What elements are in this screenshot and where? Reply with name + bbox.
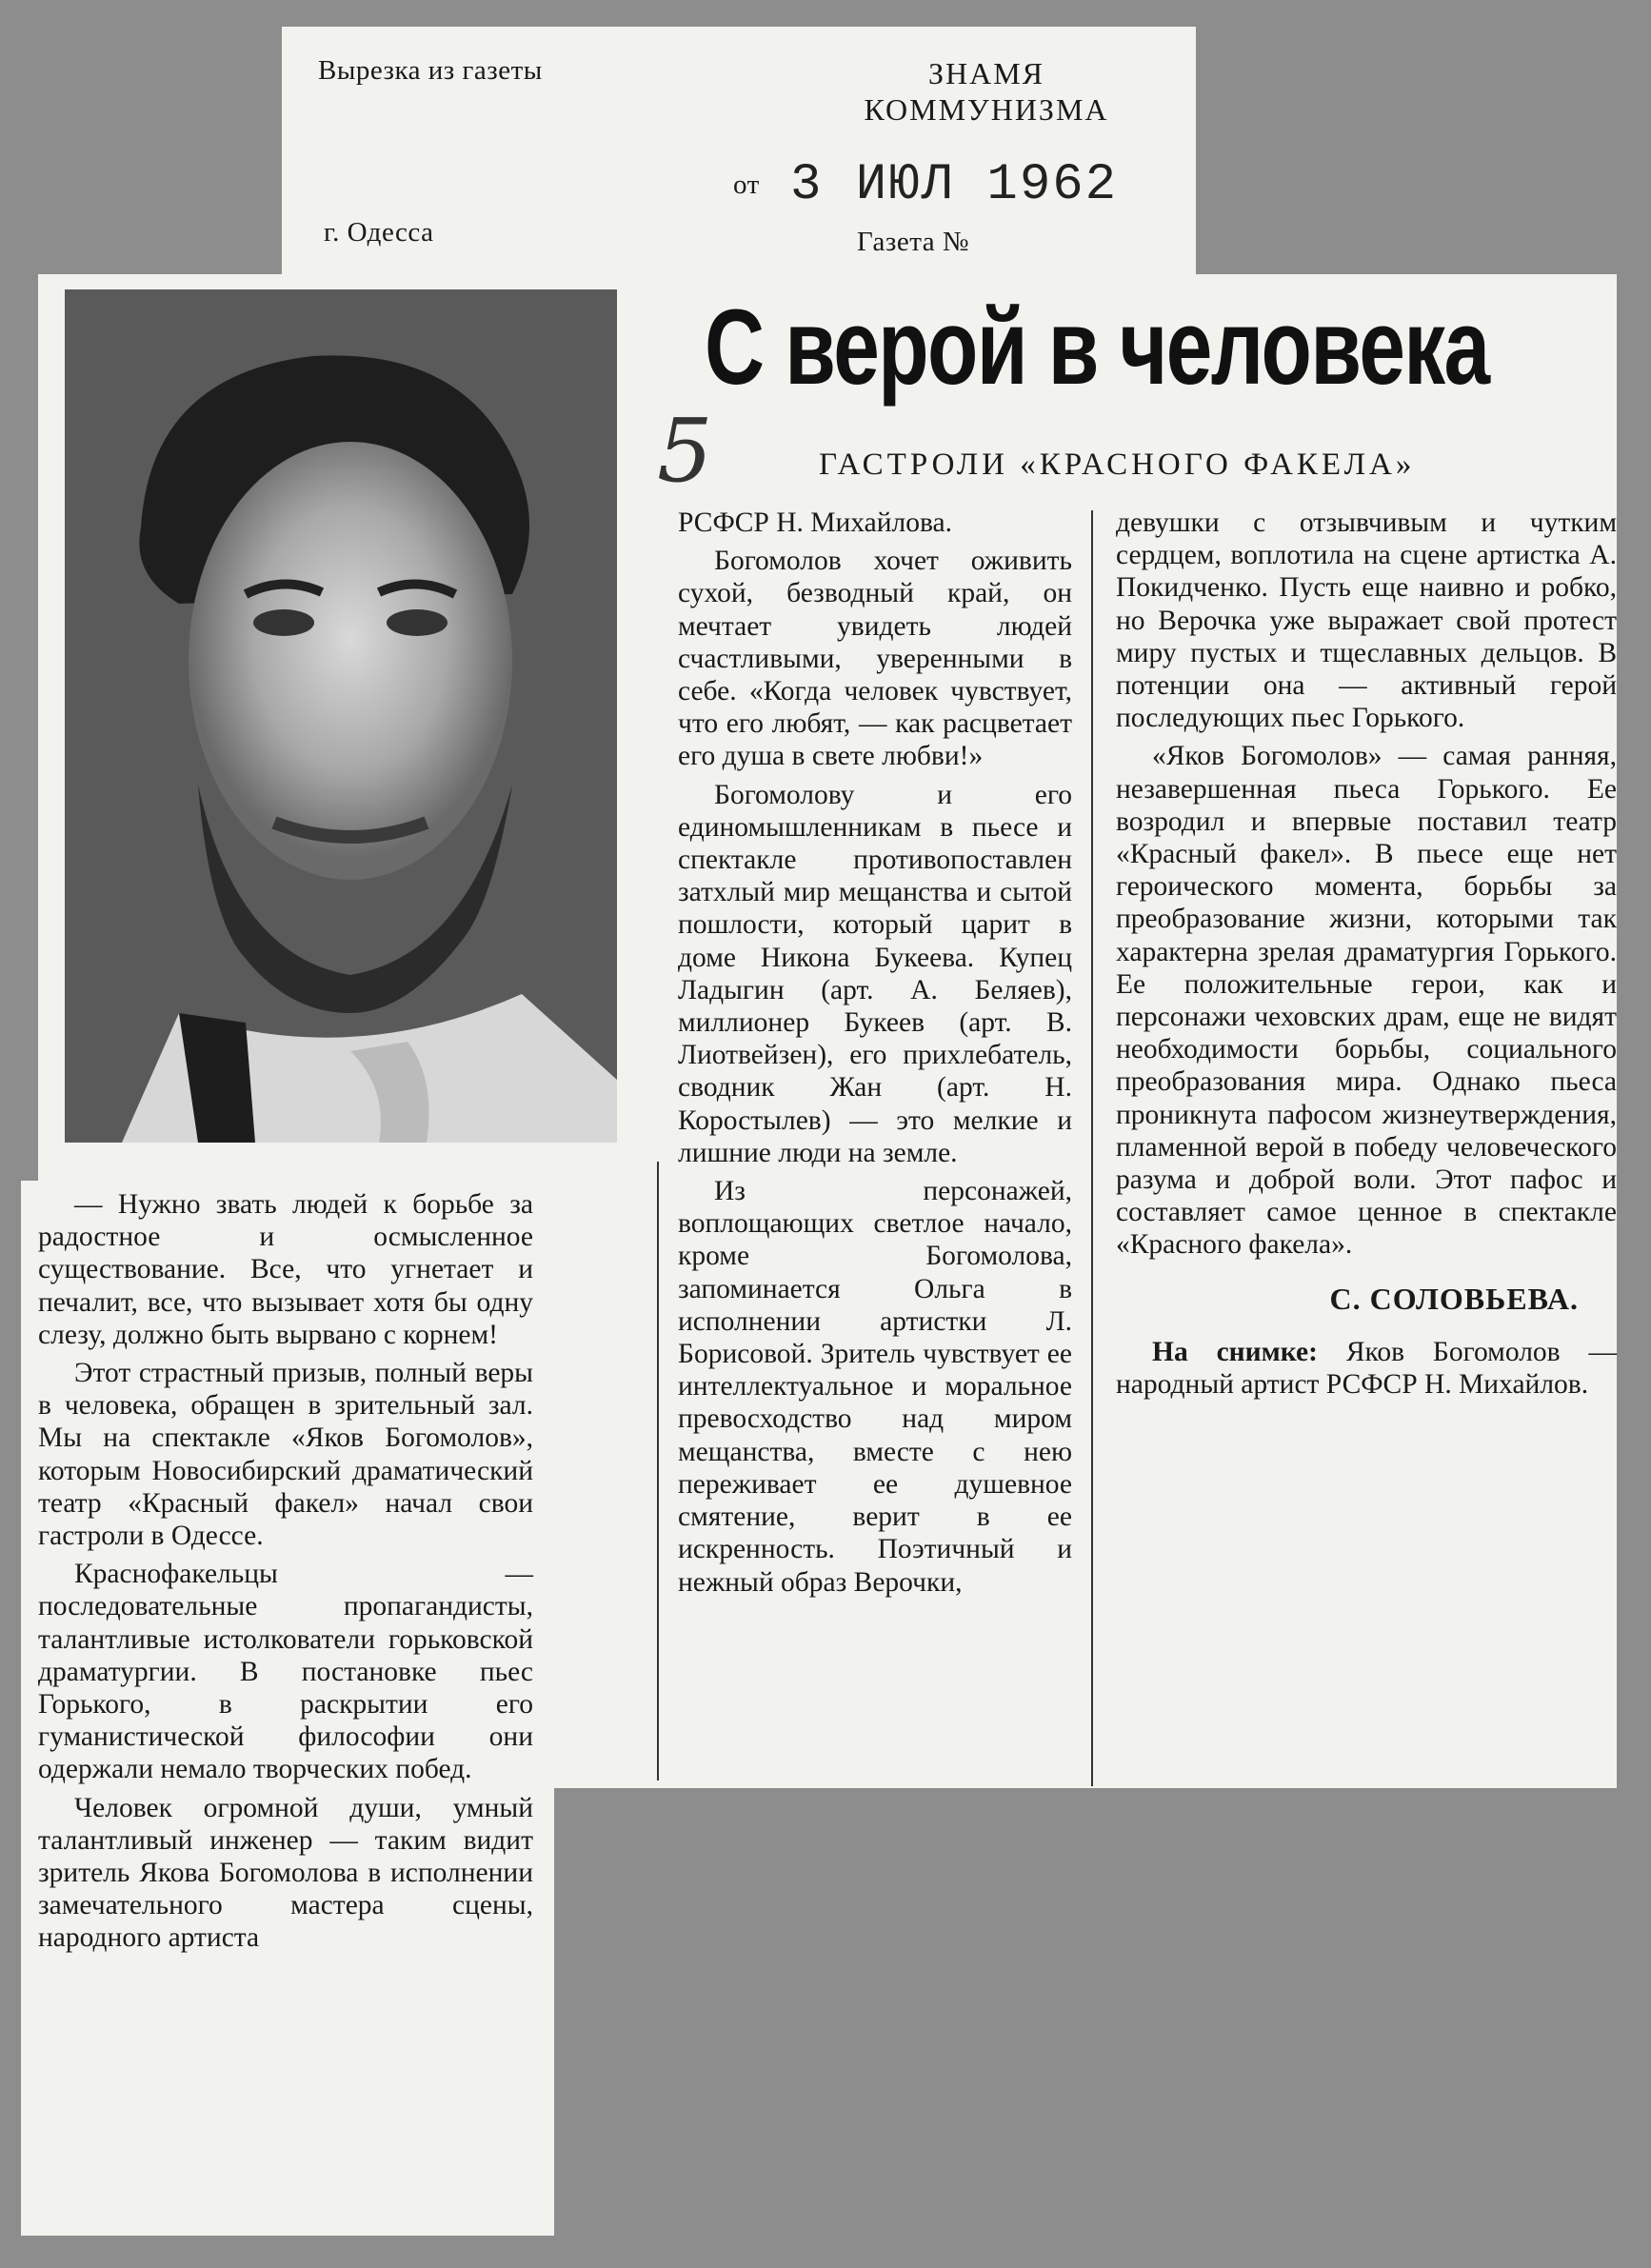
photo-caption: [1116, 1336, 1617, 1401]
article-column-1: [38, 1188, 533, 1960]
paragraph: Богомолову и его единомышленникам в пьесе и спектакле противопоставлен затхлый мир мещанства и сытой пошлости, который царит в доме Никона Букеева. Купец Ладыгин (арт. А. Беляев), миллионер Букеев (арт. В. Лиотвейзен), его прихлебатель, сводник Жан (арт. Н. Коростылев) — это мелкие и лишние люди на земле.: [678, 779, 1072, 1168]
city-label: г. Одесса: [324, 217, 434, 248]
paragraph: Краснофакельцы — последовательные пропагандисты, талантливые истолкователи горьковской драматургии. В постановке пьес Горького, в раскрытии его гуманистической философии они одержали немало творческих побед.: [38, 1559, 533, 1785]
paragraph: — Нужно звать людей к борьбе за радостное и осмысленное существование. Все, что угнетает и печалит, все, что вызывает хотя бы одну слезу, должно быть вырвано с корнем!: [38, 1189, 533, 1350]
handwritten-number: 5: [657, 400, 713, 502]
newspaper-name: ЗНАМЯ КОММУНИЗМА: [864, 56, 1109, 127]
paragraph: Человек огромной души, умный талантливый инженер — таким видит зритель Якова Богомолова в исполнении замечательного мастера сцены, народного артиста: [38, 1792, 533, 1954]
issue-label: Газета №: [857, 227, 970, 257]
clipping-label: Вырезка из газеты: [318, 55, 543, 86]
column-divider: [657, 1162, 659, 1781]
paragraph: «Яков Богомолов» — самая ранняя, незавершенная пьеса Горького. Ее возродил и впервые поставил театр «Красный факел». В пьесе еще нет героического момента, борьбы за преобразование жизни, которыми так характерна зрелая драматургия Горького. Ее положительные герои, как и персонажи чеховских драм, еще не видят необходимости борьбы, социального преобразования мира. Однако пьеса проникнута пафосом жизнеутверждения, пламенной верой в победу человеческого разума и доброй воли. Этот пафос и составляет самое ценное в спектакле «Красного факела».: [1116, 741, 1617, 1261]
portrait-photo: [65, 289, 617, 1143]
paragraph: РСФСР Н. Михайлова.: [678, 507, 952, 538]
paragraph: Этот страстный призыв, полный веры в человека, обращен в зрительный зал. Мы на спектакле «Яков Богомолов», которым Новосибирский драматический театр «Красный факел» начал свои гастроли в Одессе.: [38, 1358, 533, 1552]
portrait-illustration: [65, 289, 617, 1143]
article-headline: С верой в человека: [705, 288, 1489, 407]
paragraph: Из персонажей, воплощающих светлое начало, кроме Богомолова, запоминается Ольга в исполнении артистки Л. Борисовой. Зритель чувствует ее интеллектуальное и моральное превосходство над миром мещанства, вместе с нею переживает ее душевное смятение, верит в ее искренность. Поэтичный и нежный образ Верочки,: [678, 1176, 1072, 1598]
date-prefix: от: [733, 169, 760, 200]
article-column-2: [678, 507, 1072, 1604]
caption-text: Яков Богомолов — народный артист РСФСР Н. Михайлов.: [1116, 1336, 1617, 1401]
article-column-3: [1116, 507, 1617, 1406]
author-signature: С. СОЛОВЬЕВА.: [1329, 1281, 1579, 1316]
date-stamp: 3 ИЮЛ 1962: [790, 156, 1119, 214]
article-subheadline: ГАСТРОЛИ «КРАСНОГО ФАКЕЛА»: [819, 448, 1416, 482]
paragraph: Богомолов хочет оживить сухой, безводный край, он мечтает увидеть людей счастливыми, уверенными в себе. «Когда человек чувствует, что его любят, — как расцветает его душа в свете любви!»: [678, 546, 1072, 772]
column-divider: [1091, 510, 1093, 1786]
paragraph: девушки с отзывчивым и чутким сердцем, воплотила на сцене артистка А. Покидченко. Пусть еще наивно и робко, но Верочка уже выражает свой протест миру пустых и тщеславных дельцов. В потенции она — активный герой последующих пьес Горького.: [1116, 507, 1617, 734]
caption-label: На снимке:: [1152, 1336, 1318, 1367]
